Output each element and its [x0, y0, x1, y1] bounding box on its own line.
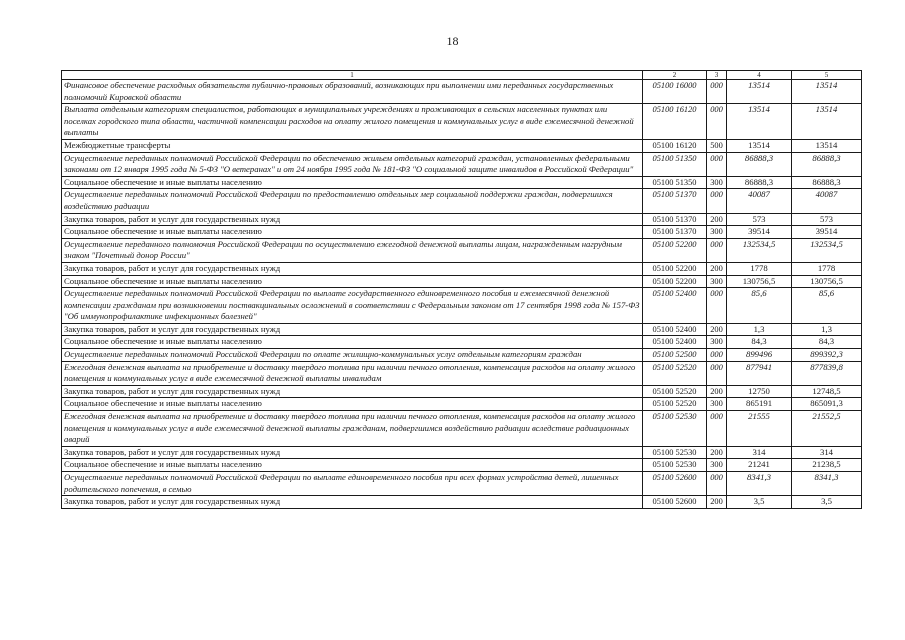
- row-value-actual-cell: 1,3: [792, 323, 862, 336]
- row-kvr-cell: 300: [707, 176, 727, 189]
- row-code-cell: 05100 52200: [643, 238, 707, 262]
- table-row: [62, 398, 862, 411]
- row-kvr-cell: 000: [707, 238, 727, 262]
- table-row: [62, 226, 862, 239]
- row-name-cell: Закупка товаров, работ и услуг для государственных нужд: [62, 213, 643, 226]
- row-value-actual-cell: 39514: [792, 226, 862, 239]
- row-value-actual-cell: 899392,3: [792, 349, 862, 362]
- row-kvr-cell: 000: [707, 361, 727, 385]
- row-name-cell: Осуществление переданных полномочий Российской Федерации по обеспечению жильем отдельных категорий граждан, установленных федеральными законами от 12 января 1995 года № 5-ФЗ "О ветеранах" и от 24 ноября 1995 года № 181-ФЗ "О социальной защите инвалидов в Российской Федерации": [62, 152, 643, 176]
- table-row: [62, 336, 862, 349]
- header-row: [62, 71, 862, 80]
- row-name-cell: Закупка товаров, работ и услуг для государственных нужд: [62, 496, 643, 509]
- row-value-actual-cell: 865091,3: [792, 398, 862, 411]
- row-code-cell: 05100 16000: [643, 80, 707, 104]
- row-value-planned-cell: 12750: [727, 385, 792, 398]
- row-kvr-cell: 200: [707, 213, 727, 226]
- table-container: [61, 70, 862, 509]
- row-value-actual-cell: 84,3: [792, 336, 862, 349]
- row-value-planned-cell: 899496: [727, 349, 792, 362]
- row-code-cell: 05100 52530: [643, 459, 707, 472]
- row-name-cell: Выплата отдельным категориям специалистов, работающих в муниципальных учреждениях и проживающих в сельских населенных пунктах или поселках городского типа области, частичной компенсации расходов на оплату жилого помещения и коммунальных услуг в виде ежемесячной денежной выплаты: [62, 104, 643, 140]
- row-kvr-cell: 000: [707, 411, 727, 447]
- row-value-actual-cell: 573: [792, 213, 862, 226]
- row-kvr-cell: 200: [707, 496, 727, 509]
- row-kvr-cell: 300: [707, 398, 727, 411]
- row-value-actual-cell: 130756,5: [792, 275, 862, 288]
- row-code-cell: 05100 51370: [643, 189, 707, 213]
- row-value-actual-cell: 21552,5: [792, 411, 862, 447]
- row-name-cell: Осуществление переданных полномочий Российской Федерации по предоставлению отдельных мер социальной поддержки граждан, подвергшихся воздействию радиации: [62, 189, 643, 213]
- row-name-cell: Закупка товаров, работ и услуг для государственных нужд: [62, 262, 643, 275]
- row-value-planned-cell: 1778: [727, 262, 792, 275]
- row-value-actual-cell: 12748,5: [792, 385, 862, 398]
- table-row: [62, 361, 862, 385]
- row-value-actual-cell: 21238,5: [792, 459, 862, 472]
- row-code-cell: 05100 16120: [643, 104, 707, 140]
- row-kvr-cell: 500: [707, 139, 727, 152]
- row-kvr-cell: 200: [707, 385, 727, 398]
- table-row: [62, 446, 862, 459]
- row-name-cell: Осуществление переданного полномочия Российской Федерации по осуществлению ежегодной денежной выплаты лицам, награжденным нагрудным знаком "Почетный донор России": [62, 238, 643, 262]
- row-value-planned-cell: 130756,5: [727, 275, 792, 288]
- row-code-cell: 05100 52400: [643, 323, 707, 336]
- row-code-cell: 05100 52400: [643, 288, 707, 324]
- row-value-planned-cell: 865191: [727, 398, 792, 411]
- row-value-planned-cell: 86888,3: [727, 152, 792, 176]
- row-code-cell: 05100 52530: [643, 411, 707, 447]
- row-value-planned-cell: 573: [727, 213, 792, 226]
- row-name-cell: Социальное обеспечение и иные выплаты населению: [62, 398, 643, 411]
- row-kvr-cell: 200: [707, 446, 727, 459]
- row-name-cell: Закупка товаров, работ и услуг для государственных нужд: [62, 323, 643, 336]
- row-value-actual-cell: 314: [792, 446, 862, 459]
- row-value-planned-cell: 3,5: [727, 496, 792, 509]
- row-value-planned-cell: 1,3: [727, 323, 792, 336]
- table-row: [62, 496, 862, 509]
- row-code-cell: 05100 52400: [643, 336, 707, 349]
- row-value-planned-cell: 877941: [727, 361, 792, 385]
- table-row: [62, 349, 862, 362]
- row-code-cell: 05100 52520: [643, 398, 707, 411]
- row-kvr-cell: 200: [707, 323, 727, 336]
- row-value-actual-cell: 13514: [792, 80, 862, 104]
- row-name-cell: Социальное обеспечение и иные выплаты населению: [62, 336, 643, 349]
- row-value-planned-cell: 13514: [727, 80, 792, 104]
- row-value-planned-cell: 84,3: [727, 336, 792, 349]
- table-row: [62, 459, 862, 472]
- table-row: [62, 176, 862, 189]
- row-value-actual-cell: 877839,8: [792, 361, 862, 385]
- row-value-planned-cell: 40087: [727, 189, 792, 213]
- table-row: [62, 80, 862, 104]
- row-value-planned-cell: 85,6: [727, 288, 792, 324]
- table-row: [62, 139, 862, 152]
- row-name-cell: Социальное обеспечение и иные выплаты населению: [62, 226, 643, 239]
- header-col-3: 3: [707, 71, 727, 80]
- row-code-cell: 05100 52500: [643, 349, 707, 362]
- row-kvr-cell: 200: [707, 262, 727, 275]
- row-value-planned-cell: 314: [727, 446, 792, 459]
- row-value-planned-cell: 132534,5: [727, 238, 792, 262]
- row-value-actual-cell: 85,6: [792, 288, 862, 324]
- row-name-cell: Социальное обеспечение и иные выплаты населению: [62, 176, 643, 189]
- row-name-cell: Закупка товаров, работ и услуг для государственных нужд: [62, 385, 643, 398]
- row-code-cell: 05100 52530: [643, 446, 707, 459]
- row-kvr-cell: 000: [707, 80, 727, 104]
- row-kvr-cell: 300: [707, 336, 727, 349]
- row-value-actual-cell: 40087: [792, 189, 862, 213]
- row-value-actual-cell: 132534,5: [792, 238, 862, 262]
- header-col-2: 2: [643, 71, 707, 80]
- row-kvr-cell: 000: [707, 152, 727, 176]
- row-code-cell: 05100 51370: [643, 226, 707, 239]
- row-kvr-cell: 000: [707, 472, 727, 496]
- row-code-cell: 05100 51370: [643, 213, 707, 226]
- table-row: [62, 189, 862, 213]
- row-code-cell: 05100 52200: [643, 275, 707, 288]
- row-value-planned-cell: 13514: [727, 104, 792, 140]
- table-row: [62, 275, 862, 288]
- row-kvr-cell: 000: [707, 288, 727, 324]
- row-value-planned-cell: 21241: [727, 459, 792, 472]
- row-name-cell: Осуществление переданных полномочий Российской Федерации по выплате единовременного пособия при всех формах устройства детей, лишенных родительского попечения, в семью: [62, 472, 643, 496]
- row-code-cell: 05100 52520: [643, 361, 707, 385]
- row-value-actual-cell: 8341,3: [792, 472, 862, 496]
- row-value-actual-cell: 13514: [792, 139, 862, 152]
- budget-table: [61, 70, 862, 509]
- row-name-cell: Ежегодная денежная выплата на приобретение и доставку твердого топлива при наличии печного отопления, компенсация расходов на оплату жилого помещения и коммунальных услуг в виде ежемесячной денежной выплаты инвалидам: [62, 361, 643, 385]
- row-name-cell: Закупка товаров, работ и услуг для государственных нужд: [62, 446, 643, 459]
- row-value-actual-cell: 86888,3: [792, 152, 862, 176]
- row-value-actual-cell: 3,5: [792, 496, 862, 509]
- row-value-planned-cell: 21555: [727, 411, 792, 447]
- row-code-cell: 05100 52600: [643, 496, 707, 509]
- row-value-planned-cell: 39514: [727, 226, 792, 239]
- table-row: [62, 323, 862, 336]
- row-value-actual-cell: 13514: [792, 104, 862, 140]
- row-name-cell: Социальное обеспечение и иные выплаты населению: [62, 459, 643, 472]
- row-kvr-cell: 000: [707, 189, 727, 213]
- header-col-1: 1: [62, 71, 643, 80]
- row-name-cell: Осуществление переданных полномочий Российской Федерации по выплате государственного единовременного пособия и ежемесячной денежной компенсации гражданам при возникновении поствакцинальных осложнений в соответствии с Федеральным законом от 17 сентября 1998 года № 157-ФЗ "Об иммунопрофилактике инфекционных болезней": [62, 288, 643, 324]
- table-row: [62, 104, 862, 140]
- table-body: [62, 80, 862, 509]
- row-name-cell: Ежегодная денежная выплата на приобретение и доставку твердого топлива при наличии печного отопления, компенсация расходов на оплату жилого помещения и коммунальных услуг в виде ежемесячной денежной выплаты гражданам, подвергшимся воздействию радиации вследствие радиационных аварий: [62, 411, 643, 447]
- row-code-cell: 05100 52200: [643, 262, 707, 275]
- row-value-actual-cell: 1778: [792, 262, 862, 275]
- row-name-cell: Осуществление переданных полномочий Российской Федерации по оплате жилищно-коммунальных услуг отдельным категориям граждан: [62, 349, 643, 362]
- row-value-planned-cell: 8341,3: [727, 472, 792, 496]
- table-row: [62, 213, 862, 226]
- row-kvr-cell: 300: [707, 275, 727, 288]
- row-kvr-cell: 300: [707, 459, 727, 472]
- page-number: 18: [446, 34, 459, 48]
- row-name-cell: Межбюджетные трансферты: [62, 139, 643, 152]
- table-row: [62, 472, 862, 496]
- row-name-cell: Социальное обеспечение и иные выплаты населению: [62, 275, 643, 288]
- row-code-cell: 05100 52600: [643, 472, 707, 496]
- row-kvr-cell: 300: [707, 226, 727, 239]
- table-row: [62, 262, 862, 275]
- row-kvr-cell: 000: [707, 104, 727, 140]
- row-name-cell: Финансовое обеспечение расходных обязательств публично-правовых образований, возникающих при выполнении ими переданных государственных полномочий Кировской области: [62, 80, 643, 104]
- row-value-planned-cell: 13514: [727, 139, 792, 152]
- row-code-cell: 05100 51350: [643, 152, 707, 176]
- table-row: [62, 411, 862, 447]
- row-kvr-cell: 000: [707, 349, 727, 362]
- row-code-cell: 05100 52520: [643, 385, 707, 398]
- row-code-cell: 05100 16120: [643, 139, 707, 152]
- row-value-actual-cell: 86888,3: [792, 176, 862, 189]
- header-col-5: 5: [792, 71, 862, 80]
- table-row: [62, 385, 862, 398]
- table-row: [62, 152, 862, 176]
- row-value-planned-cell: 86888,3: [727, 176, 792, 189]
- row-code-cell: 05100 51350: [643, 176, 707, 189]
- table-row: [62, 288, 862, 324]
- header-col-4: 4: [727, 71, 792, 80]
- table-row: [62, 238, 862, 262]
